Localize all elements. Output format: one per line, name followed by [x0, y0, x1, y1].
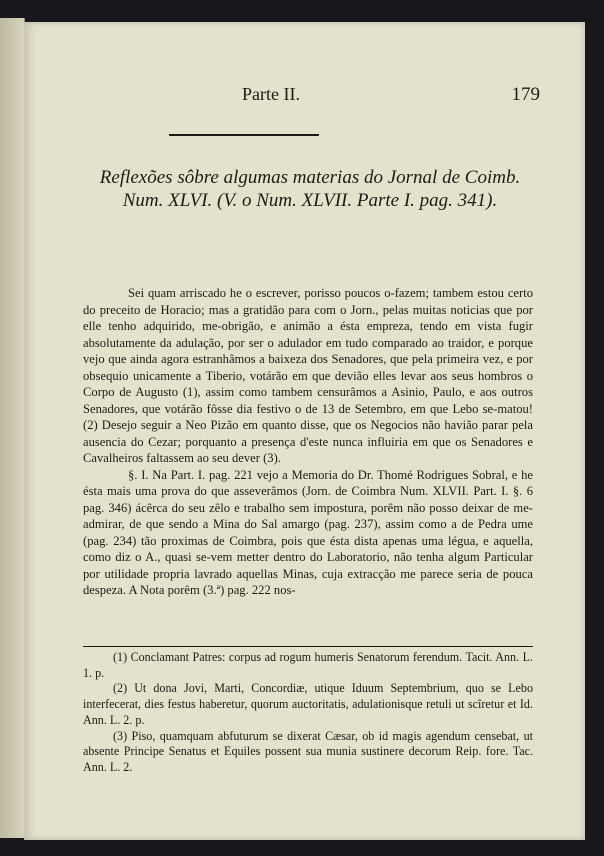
header-rule: [169, 134, 319, 136]
footnotes: [83, 650, 533, 776]
article-title: Reflexões sôbre algumas materias do Jornal de Coimb. Num. XLVI. (V. o Num. XLVII. Parte I. pag. 341).: [99, 167, 521, 211]
page-header: [24, 84, 585, 110]
page-number: 179: [511, 84, 540, 105]
footnote-rule: [83, 646, 533, 647]
paragraph: Sei quam arriscado he o escrever, porisso poucos o-fazem; tambem estou certo do preceito de Horacio; mas a gratidão para com o Jorn., pelas muitas noticias que por elle tenho adquirido, me-obrigão, e animão a ésta empreza, tendo em vista fugir absolutamente da adulação, por ser o adulador em tudo comparado ao traidor, e porque vejo que ainda agora estranhâmos a baixeza dos Senadores, que pela primeira vez, e por obsequio unicamente a Tiberio, votárão em que devião elles levar aos seus hombros o Corpo de Augusto (1), assim como tambem censurâmos a Asinio, Paulo, e aos outros Senadores, que votárão fôsse dia festivo o de 13 de Setembro, em que Lebo se-matou! (2) Desejo seguir a Neo Pizão em quanto disse, que os Negocios não havião parar pela ausencia do Cezar; porquanto a presença d'este nunca influiria em que os Senadores e Cavalheiros faltassem ao seu dever (3).: [83, 286, 533, 465]
footnote: (1) Conclamant Patres: corpus ad rogum humeris Senatorum ferendum. Tacit. Ann. L. 1. p.: [83, 650, 533, 680]
paragraph: §. I. Na Part. I. pag. 221 vejo a Memoria do Dr. Thomé Rodrigues Sobral, e he ésta mais uma prova do que asseverâmos (Jorn. de Coimbra Num. XLVII. Part. I. §. 6 pag. 346) ácêrca do seu zêlo e trabalho sem impostura, porêm não posso deixar de me-admirar, de que sendo a Mina do Sal amargo (pag. 237), assim como a de Pedra ume (pag. 234) tão proximas de Coimbra, pois que ésta dista apenas uma légua, e aquella, como diz o A., quasi se-vem metter dentro do Laboratorio, não tenha algum Particular por utilidade propria lavrado aquellas Minas, cuja extracção me parece seria de pouca despeza. A Nota porêm (3.ª) pag. 222 nos-: [83, 467, 533, 597]
footnote: (3) Piso, quamquam abfuturum se dixerat Cæsar, ob id magis agendum censebat, ut absente Principe Senatus et Equiles possent sua munia sustinere decorum Reip. fore. Tac. Ann. L. 2.: [83, 728, 533, 774]
running-title: Parte II.: [242, 84, 300, 104]
article-body: [83, 285, 533, 599]
footnote: (2) Ut dona Jovi, Marti, Concordiæ, utique Iduum Septembrium, quo se Lebo interfecerat, dies festus haberetur, quorum auctoritatis, adulationisque retuli ut scîretur et Id. Ann. L. 2. p.: [83, 681, 533, 727]
book-page: [24, 22, 585, 840]
facing-page-edge: [0, 18, 25, 838]
